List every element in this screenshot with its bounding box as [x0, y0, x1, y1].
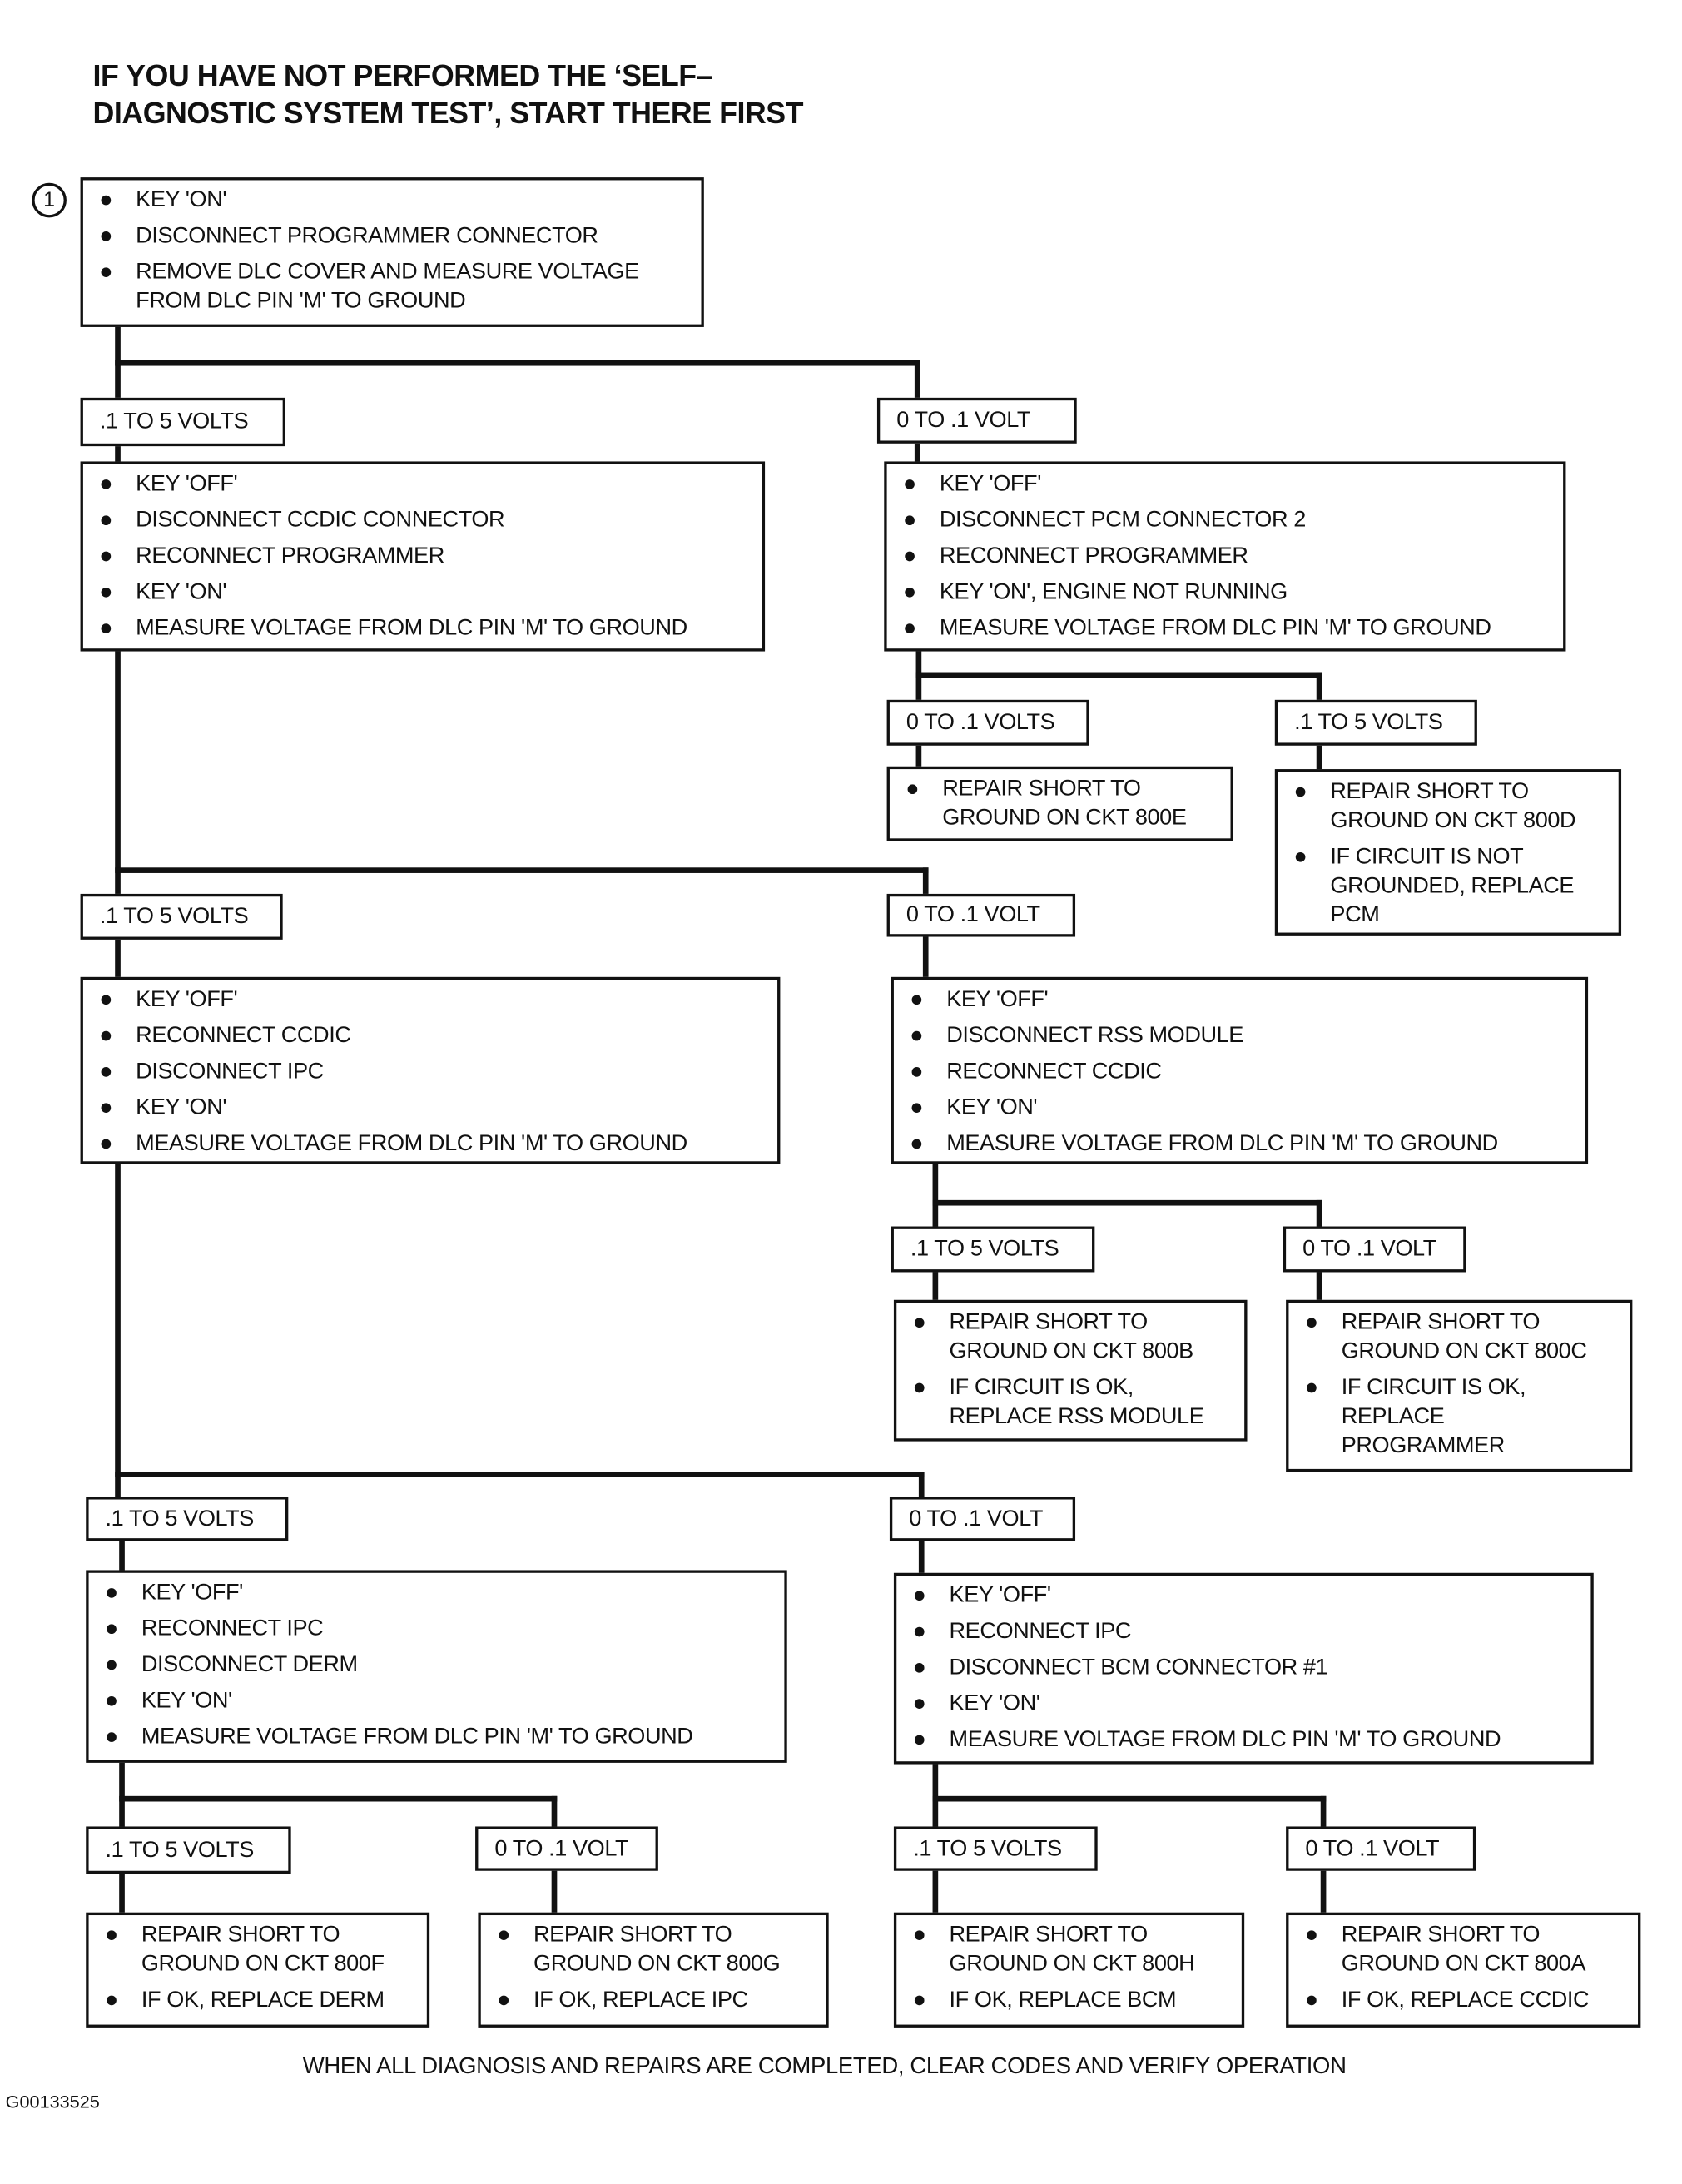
step-item: KEY 'OFF' — [894, 985, 1585, 1015]
connector-line — [1317, 673, 1322, 703]
connector-line — [115, 648, 121, 896]
step-item: DISCONNECT IPC — [83, 1057, 777, 1086]
step-item: REPAIR SHORT TO GROUND ON CKT 800F — [89, 1921, 427, 1979]
step-box-c1 — [887, 767, 1233, 841]
diagram-title — [93, 58, 803, 133]
step-item: REPAIR SHORT TO GROUND ON CKT 800C — [1288, 1308, 1630, 1367]
step-item: MEASURE VOLTAGE FROM DLC PIN 'M' TO GROUND — [89, 1723, 785, 1752]
step-item: KEY 'ON' — [83, 578, 762, 607]
connector-line — [923, 934, 929, 980]
step-item: IF CIRCUIT IS NOT GROUNDED, REPLACE PCM — [1278, 842, 1619, 930]
step-item: KEY 'ON' — [896, 1690, 1590, 1719]
connector-line — [923, 867, 929, 896]
step-box-e1 — [894, 1300, 1248, 1442]
step-item: DISCONNECT BCM CONNECTOR #1 — [896, 1653, 1590, 1682]
step-item: IF OK, REPLACE IPC — [481, 1986, 826, 2015]
connector-line — [1317, 1269, 1322, 1303]
step-item: MEASURE VOLTAGE FROM DLC PIN 'M' TO GROUND — [83, 614, 762, 643]
step-item: MEASURE VOLTAGE FROM DLC PIN 'M' TO GROUND — [896, 1725, 1590, 1755]
step-box-f1 — [86, 1913, 429, 2028]
connector-line — [119, 1760, 125, 1829]
title-line-1: IF YOU HAVE NOT PERFORMED THE ‘SELF– — [92, 59, 713, 93]
voltage-branch-label: 0 TO .1 VOLT — [1283, 1227, 1466, 1273]
connector-line — [933, 1868, 939, 1915]
step-box-b — [81, 461, 766, 651]
step-item: REPAIR SHORT TO GROUND ON CKT 800B — [896, 1308, 1244, 1367]
voltage-branch-label: .1 TO 5 VOLTS — [891, 1227, 1095, 1273]
connector-line — [1321, 1796, 1327, 1829]
step-box-c — [884, 461, 1565, 651]
voltage-branch-label: .1 TO 5 VOLTS — [1275, 700, 1477, 746]
step-item: KEY 'OFF' — [83, 469, 762, 499]
connector-line — [916, 742, 922, 769]
step-item: IF OK, REPLACE BCM — [896, 1986, 1242, 2015]
voltage-branch-label: 0 TO .1 VOLT — [877, 398, 1077, 444]
step-item: IF OK, REPLACE CCDIC — [1288, 1986, 1638, 2015]
connector-line — [115, 1472, 924, 1477]
step-item: KEY 'OFF' — [896, 1581, 1590, 1611]
voltage-branch-label: 0 TO .1 VOLTS — [887, 700, 1089, 746]
voltage-branch-label: .1 TO 5 VOLTS — [86, 1826, 290, 1874]
step-item: RECONNECT CCDIC — [83, 1021, 777, 1050]
step-item: MEASURE VOLTAGE FROM DLC PIN 'M' TO GROUND — [887, 614, 1564, 643]
step-item: REPAIR SHORT TO GROUND ON CKT 800A — [1288, 1921, 1638, 1979]
step-item: KEY 'OFF' — [89, 1578, 785, 1607]
step-number-badge: 1 — [32, 183, 67, 218]
step-item: RECONNECT IPC — [89, 1615, 785, 1644]
step-box-e2 — [1286, 1300, 1632, 1472]
step-item: IF OK, REPLACE DERM — [89, 1986, 427, 2015]
step-box-g1 — [894, 1913, 1244, 2028]
connector-line — [115, 1161, 121, 1499]
step-item: DISCONNECT PROGRAMMER CONNECTOR — [83, 221, 702, 251]
connector-line — [1317, 742, 1322, 772]
step-item: KEY 'OFF' — [83, 985, 777, 1015]
title-line-2: DIAGNOSTIC SYSTEM TEST’, START THERE FIRST — [92, 97, 803, 131]
step-item: DISCONNECT CCDIC CONNECTOR — [83, 506, 762, 535]
connector-line — [115, 867, 928, 873]
connector-line — [933, 1796, 1327, 1802]
voltage-branch-label: 0 TO .1 VOLT — [1286, 1826, 1476, 1870]
voltage-branch-label: 0 TO .1 VOLT — [887, 894, 1075, 937]
step-item: REPAIR SHORT TO GROUND ON CKT 800D — [1278, 777, 1619, 836]
step-item: MEASURE VOLTAGE FROM DLC PIN 'M' TO GROUND — [83, 1129, 777, 1159]
connector-line — [916, 673, 1322, 678]
voltage-branch-label: 0 TO .1 VOLT — [475, 1826, 658, 1870]
step-item: KEY 'ON' — [83, 186, 702, 215]
step-item: RECONNECT PROGRAMMER — [887, 542, 1564, 571]
connector-line — [119, 1538, 125, 1573]
connector-line — [119, 1796, 557, 1802]
connector-line — [1321, 1868, 1327, 1915]
step-item: KEY 'ON' — [83, 1094, 777, 1123]
footer-note: WHEN ALL DIAGNOSIS AND REPAIRS ARE COMPLETED, CLEAR CODES AND VERIFY OPERATION — [302, 2053, 1347, 2079]
step-item: REPAIR SHORT TO GROUND ON CKT 800H — [896, 1921, 1242, 1979]
connector-line — [552, 1868, 558, 1915]
step-box-f2 — [478, 1913, 828, 2028]
connector-line — [933, 1161, 939, 1229]
step-item: DISCONNECT PCM CONNECTOR 2 — [887, 506, 1564, 535]
connector-line — [1317, 1200, 1322, 1229]
step-item: MEASURE VOLTAGE FROM DLC PIN 'M' TO GROUND — [894, 1129, 1585, 1159]
step-item: KEY 'ON' — [89, 1686, 785, 1715]
step-item: REMOVE DLC COVER AND MEASURE VOLTAGE FROM DLC PIN 'M' TO GROUND — [83, 258, 702, 316]
connector-line — [115, 360, 920, 366]
step-box-d — [81, 977, 781, 1164]
step-box-g2 — [1286, 1913, 1640, 2028]
connector-line — [919, 1472, 925, 1499]
step-item: KEY 'ON' — [894, 1094, 1585, 1123]
step-item: KEY 'OFF' — [887, 469, 1564, 499]
step-box-a — [81, 177, 704, 327]
connector-line — [119, 1871, 125, 1915]
step-item: RECONNECT PROGRAMMER — [83, 542, 762, 571]
step-box-e — [891, 977, 1588, 1164]
step-item: REPAIR SHORT TO GROUND ON CKT 800E — [890, 775, 1231, 833]
connector-line — [115, 937, 121, 980]
voltage-branch-label: .1 TO 5 VOLTS — [81, 398, 285, 446]
step-item: RECONNECT CCDIC — [894, 1057, 1585, 1086]
step-box-g — [894, 1573, 1594, 1765]
step-item: REPAIR SHORT TO GROUND ON CKT 800G — [481, 1921, 826, 1979]
figure-id: G00133525 — [5, 2091, 100, 2112]
step-item: IF CIRCUIT IS OK, REPLACE PROGRAMMER — [1288, 1373, 1630, 1461]
voltage-branch-label: .1 TO 5 VOLTS — [894, 1826, 1098, 1870]
voltage-branch-label: 0 TO .1 VOLT — [890, 1497, 1075, 1541]
step-box-f — [86, 1570, 786, 1762]
step-item: DISCONNECT RSS MODULE — [894, 1021, 1585, 1050]
step-item: DISCONNECT DERM — [89, 1650, 785, 1680]
step-item: RECONNECT IPC — [896, 1617, 1590, 1646]
connector-line — [552, 1796, 558, 1829]
voltage-branch-label: .1 TO 5 VOLTS — [81, 894, 283, 940]
voltage-branch-label: .1 TO 5 VOLTS — [86, 1497, 288, 1541]
connector-line — [919, 1538, 925, 1576]
step-item: IF CIRCUIT IS OK, REPLACE RSS MODULE — [896, 1373, 1244, 1432]
connector-line — [915, 360, 920, 400]
connector-line — [933, 1269, 939, 1303]
connector-line — [933, 1200, 1322, 1206]
step-item: KEY 'ON', ENGINE NOT RUNNING — [887, 578, 1564, 607]
step-box-c2 — [1275, 769, 1621, 936]
